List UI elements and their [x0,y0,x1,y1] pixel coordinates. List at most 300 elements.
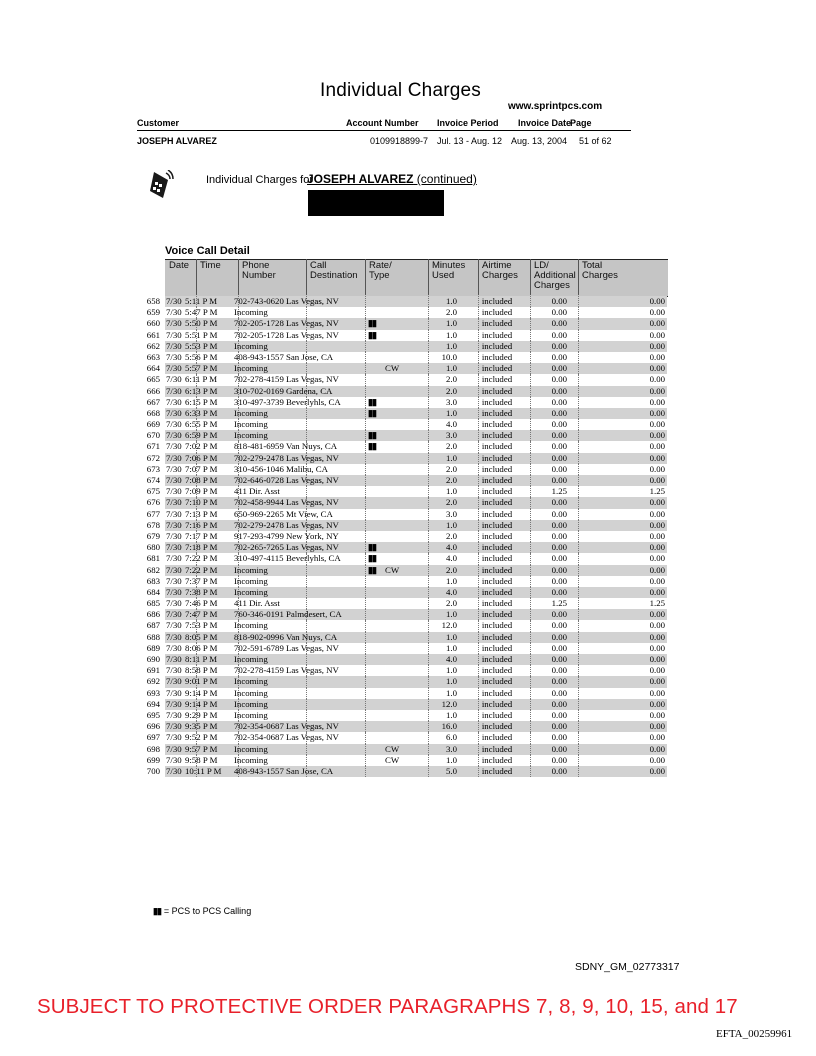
row-minutes-used: 2.0 [446,564,457,575]
page-title: Individual Charges [320,80,481,101]
row-call-destination: Las Vegas, NV [286,475,339,485]
row-phone-number: 411 Dir. Asst [234,598,280,609]
row-separator [365,755,366,766]
row-date: 7/30 [166,508,182,519]
row-airtime-charges: included [481,374,513,385]
row-minutes-used: 16.0 [441,721,457,732]
row-ld-charges: 0.00 [551,732,567,743]
row-phone-number: 702-278-4159 [234,374,284,385]
row-minutes-used: 1.0 [446,407,457,418]
row-number: 690 [146,654,160,664]
row-date: 7/30 [166,340,182,351]
row-total-charges: 1.25 [649,598,665,609]
row-separator [365,576,366,587]
row-date: 7/30 [166,698,182,709]
row-ld-charges: 0.00 [551,530,567,541]
row-time: 7:16 P M [185,519,218,530]
row-date: 7/30 [166,620,182,631]
row-airtime-charges: included [481,296,513,306]
row-call-destination: Las Vegas, NV [286,732,339,743]
row-phone-number: 702-743-0620 [234,296,284,306]
row-phone-number: 411 Dir. Asst [234,486,280,497]
row-date: 7/30 [166,463,182,474]
row-separator [365,609,366,620]
row-rate-type: CW [385,564,400,575]
row-rate-type: CW [385,363,400,374]
row-ld-charges: 0.00 [551,665,567,676]
row-separator [306,699,307,710]
row-separator [365,710,366,721]
row-airtime-charges: included [481,363,513,374]
row-total-charges: 0.00 [649,351,665,362]
row-separator [365,520,366,531]
row-airtime-charges: included [481,441,513,452]
row-separator [306,587,307,598]
row-separator [365,341,366,352]
row-separator [306,363,307,374]
row-phone-number: Incoming [234,586,268,597]
row-total-charges: 1.25 [649,486,665,497]
row-minutes-used: 2.0 [446,598,457,609]
row-number: 661 [146,329,160,340]
page-label: Page [570,118,592,128]
row-number: 663 [146,351,160,362]
protective-order-notice: SUBJECT TO PROTECTIVE ORDER PARAGRAPHS 7, 8, 9, 10, 15, and 17 [37,995,738,1018]
row-number: 666 [146,385,160,396]
row-airtime-charges: included [481,765,513,776]
pcs-to-pcs-icon: ▮▮ [153,906,161,916]
row-time: 5:51 P M [185,329,218,340]
row-date: 7/30 [166,530,182,541]
col-rate-type: Rate/ Type [369,260,392,281]
row-separator [365,386,366,397]
row-call-destination: San Jose, CA [286,351,334,362]
row-number: 689 [146,642,160,653]
row-number: 668 [146,407,160,418]
row-phone-number: 702-646-0728 [234,475,284,485]
row-total-charges: 0.00 [649,631,665,642]
row-time: 7:02 P M [185,441,218,452]
col-call-destination: Call Destination [310,260,358,281]
row-separator [306,755,307,766]
row-time: 7:13 P M [185,508,218,519]
row-number: 686 [146,609,160,620]
row-separator [365,486,366,497]
row-separator [306,710,307,721]
row-date: 7/30 [166,407,182,418]
row-separator [365,699,366,710]
row-ld-charges: 0.00 [551,687,567,698]
row-number: 665 [146,374,160,385]
row-number: 698 [146,743,160,754]
row-phone-number: 702-279-2478 [234,452,284,463]
row-separator [365,296,366,307]
row-separator [365,363,366,374]
row-ld-charges: 0.00 [551,318,567,329]
row-minutes-used: 12.0 [441,698,457,709]
col-time: Time [200,260,221,271]
row-airtime-charges: included [481,475,513,485]
row-time: 9:57 P M [185,743,218,754]
row-time: 6:11 P M [185,374,218,385]
row-total-charges: 0.00 [649,754,665,765]
row-date: 7/30 [166,665,182,676]
row-airtime-charges: included [481,609,513,620]
row-call-destination: Las Vegas, NV [286,452,339,463]
row-separator [365,441,366,452]
row-rate-type: CW [385,754,400,765]
row-time: 7:10 P M [185,497,218,508]
row-time: 5:56 P M [185,351,218,362]
row-time: 7:47 P M [185,609,218,620]
row-ld-charges: 0.00 [551,385,567,396]
efta-number: EFTA_00259961 [716,1028,793,1040]
row-number: 659 [146,307,160,318]
row-ld-charges: 0.00 [551,709,567,720]
row-time: 8:11 P M [185,654,218,664]
row-date: 7/30 [166,497,182,508]
page-number: 51 of 62 [579,136,612,146]
row-date: 7/30 [166,452,182,463]
row-number: 700 [146,765,160,776]
row-airtime-charges: included [481,385,513,396]
row-time: 7:53 P M [185,620,218,631]
row-phone-number: Incoming [234,340,268,351]
row-separator [365,509,366,520]
row-date: 7/30 [166,598,182,609]
row-total-charges: 0.00 [649,676,665,687]
row-number: 693 [146,687,160,698]
row-phone-number: 310-497-4115 [234,553,284,564]
row-separator [365,766,366,777]
redaction-block [308,190,444,216]
row-date: 7/30 [166,732,182,743]
row-time: 7:08 P M [185,475,218,485]
row-time: 6:13 P M [185,385,218,396]
row-phone-number: Incoming [234,620,268,631]
row-airtime-charges: included [481,530,513,541]
row-number: 687 [146,620,160,631]
individual-charges-label: Individual Charges for [206,174,314,186]
row-total-charges: 0.00 [649,542,665,553]
row-ld-charges: 0.00 [551,463,567,474]
row-date: 7/30 [166,475,182,485]
row-phone-number: 760-346-0191 [234,609,284,620]
row-phone-number: Incoming [234,676,268,687]
row-phone-number: 702-354-0687 [234,732,284,743]
row-total-charges: 0.00 [649,508,665,519]
row-ld-charges: 0.00 [551,586,567,597]
row-number: 688 [146,631,160,642]
row-total-charges: 0.00 [649,307,665,318]
row-minutes-used: 1.0 [446,296,457,306]
row-total-charges: 0.00 [649,475,665,485]
row-separator [306,341,307,352]
row-ld-charges: 0.00 [551,765,567,776]
col-total-charges: Total Charges [582,260,618,281]
row-ld-charges: 0.00 [551,396,567,407]
row-phone-number: Incoming [234,687,268,698]
row-time: 5:50 P M [185,318,218,329]
row-ld-charges: 0.00 [551,575,567,586]
row-separator [306,565,307,576]
row-minutes-used: 4.0 [446,419,457,430]
row-airtime-charges: included [481,586,513,597]
row-phone-number: 310-497-3739 [234,396,284,407]
row-total-charges: 0.00 [649,396,665,407]
row-time: 8:58 P M [185,665,218,676]
row-airtime-charges: included [481,329,513,340]
row-call-destination: Las Vegas, NV [286,519,339,530]
row-number: 664 [146,363,160,374]
row-total-charges: 0.00 [649,407,665,418]
row-airtime-charges: included [481,542,513,553]
row-airtime-charges: included [481,743,513,754]
section-title: Voice Call Detail [165,245,250,257]
row-total-charges: 0.00 [649,519,665,530]
row-total-charges: 0.00 [649,452,665,463]
row-airtime-charges: included [481,497,513,508]
row-airtime-charges: included [481,598,513,609]
row-date: 7/30 [166,609,182,620]
row-separator [365,307,366,318]
row-minutes-used: 1.0 [446,329,457,340]
row-call-destination: Las Vegas, NV [286,329,339,340]
row-phone-number: Incoming [234,698,268,709]
row-airtime-charges: included [481,698,513,709]
row-separator [365,419,366,430]
row-total-charges: 0.00 [649,721,665,732]
row-airtime-charges: included [481,687,513,698]
row-separator [306,419,307,430]
row-date: 7/30 [166,709,182,720]
row-phone-number: Incoming [234,407,268,418]
phone-icon [148,170,174,200]
row-phone-number: Incoming [234,654,268,664]
row-time: 7:18 P M [185,542,218,553]
customer-label: Customer [137,118,180,128]
row-separator [365,330,366,341]
row-phone-number: 408-943-1557 [234,351,284,362]
row-total-charges: 0.00 [649,530,665,541]
row-airtime-charges: included [481,553,513,564]
row-separator [365,397,366,408]
row-minutes-used: 1.0 [446,318,457,329]
row-phone-number: 917-293-4799 [234,530,284,541]
row-ld-charges: 0.00 [551,609,567,620]
row-date: 7/30 [166,374,182,385]
header-divider [137,130,631,131]
row-phone-number: Incoming [234,307,268,318]
row-separator [306,408,307,419]
row-total-charges: 0.00 [649,620,665,631]
row-call-destination: Van Nuys, CA [286,631,338,642]
row-time: 7:37 P M [185,575,218,586]
period-label: Invoice Period [437,118,499,128]
row-number: 681 [146,553,160,564]
row-separator [365,497,366,508]
row-ld-charges: 0.00 [551,441,567,452]
row-minutes-used: 1.0 [446,452,457,463]
row-airtime-charges: included [481,665,513,676]
row-phone-number: Incoming [234,430,268,441]
row-separator [306,676,307,687]
row-time: 5:11 P M [185,296,218,306]
row-ld-charges: 0.00 [551,553,567,564]
row-separator [365,688,366,699]
row-number: 671 [146,441,160,452]
row-minutes-used: 1.0 [446,363,457,374]
row-total-charges: 0.00 [649,553,665,564]
row-total-charges: 0.00 [649,732,665,743]
row-phone-number: Incoming [234,419,268,430]
row-pcs-icon: ▮▮ [368,407,376,418]
row-date: 7/30 [166,575,182,586]
row-phone-number: 408-943-1557 [234,765,284,776]
row-separator [365,318,366,329]
row-total-charges: 0.00 [649,575,665,586]
row-phone-number: 702-279-2478 [234,519,284,530]
row-phone-number: Incoming [234,564,268,575]
row-date: 7/30 [166,765,182,776]
row-number: 696 [146,721,160,732]
row-separator [365,352,366,363]
row-total-charges: 0.00 [649,642,665,653]
row-date: 7/30 [166,296,182,306]
row-number: 699 [146,754,160,765]
col-phone-number: Phone Number [242,260,276,281]
row-airtime-charges: included [481,676,513,687]
customer-name: JOSEPH ALVAREZ [137,136,217,146]
row-separator [365,531,366,542]
col-ld-additional-charges: LD/ Additional Charges [534,260,576,291]
row-separator [365,632,366,643]
row-call-destination: Mt View, CA [286,508,333,519]
row-separator [306,620,307,631]
row-total-charges: 0.00 [649,709,665,720]
legend [153,906,251,917]
row-airtime-charges: included [481,351,513,362]
row-pcs-icon: ▮▮ [368,564,376,575]
row-separator [365,732,366,743]
row-date: 7/30 [166,564,182,575]
row-separator [365,587,366,598]
row-phone-number: 702-354-0687 [234,721,284,732]
row-number: 674 [146,475,160,485]
row-airtime-charges: included [481,307,513,318]
row-airtime-charges: included [481,519,513,530]
row-number: 676 [146,497,160,508]
row-call-destination: Las Vegas, NV [286,642,339,653]
row-time: 5:47 P M [185,307,218,318]
row-airtime-charges: included [481,631,513,642]
row-ld-charges: 0.00 [551,743,567,754]
row-minutes-used: 1.0 [446,754,457,765]
row-ld-charges: 0.00 [551,430,567,441]
row-phone-number: 702-265-7265 [234,542,284,553]
row-total-charges: 0.00 [649,363,665,374]
row-ld-charges: 0.00 [551,519,567,530]
row-phone-number: 310-702-0169 [234,385,284,396]
row-minutes-used: 4.0 [446,542,457,553]
row-call-destination: Las Vegas, NV [286,665,339,676]
row-call-destination: Las Vegas, NV [286,374,339,385]
row-pcs-icon: ▮▮ [368,441,376,452]
row-call-destination: Gardena, CA [286,385,333,396]
row-minutes-used: 1.0 [446,609,457,620]
row-separator [365,453,366,464]
row-ld-charges: 0.00 [551,419,567,430]
row-number: 669 [146,419,160,430]
row-airtime-charges: included [481,419,513,430]
row-phone-number: Incoming [234,754,268,765]
row-minutes-used: 2.0 [446,307,457,318]
row-minutes-used: 2.0 [446,497,457,508]
row-separator [365,620,366,631]
continued-text: (continued) [413,172,477,186]
row-call-destination: Malibu, CA [286,463,329,474]
row-pcs-icon: ▮▮ [368,396,376,407]
row-call-destination: Las Vegas, NV [286,721,339,732]
row-ld-charges: 0.00 [551,654,567,664]
row-phone-number: Incoming [234,575,268,586]
row-time: 6:55 P M [185,419,218,430]
row-airtime-charges: included [481,642,513,653]
row-total-charges: 0.00 [649,654,665,664]
row-date: 7/30 [166,307,182,318]
row-total-charges: 0.00 [649,340,665,351]
row-pcs-icon: ▮▮ [368,542,376,553]
row-airtime-charges: included [481,463,513,474]
row-separator [306,486,307,497]
row-ld-charges: 0.00 [551,296,567,306]
row-time: 7:22 P M [185,564,218,575]
row-phone-number: 702-205-1728 [234,318,284,329]
row-airtime-charges: included [481,486,513,497]
row-separator [365,721,366,732]
row-airtime-charges: included [481,396,513,407]
row-phone-number: 650-969-2265 [234,508,284,519]
row-separator [365,374,366,385]
row-ld-charges: 0.00 [551,721,567,732]
individual-charges-name [307,172,477,186]
row-ld-charges: 0.00 [551,642,567,653]
row-date: 7/30 [166,631,182,642]
row-minutes-used: 1.0 [446,486,457,497]
row-phone-number: 702-458-9944 [234,497,284,508]
row-ld-charges: 0.00 [551,542,567,553]
row-ld-charges: 0.00 [551,620,567,631]
row-call-destination: San Jose, CA [286,765,334,776]
row-number: 662 [146,340,160,351]
row-ld-charges: 0.00 [551,475,567,485]
row-time: 7:38 P M [185,586,218,597]
row-number: 683 [146,575,160,586]
row-number: 677 [146,508,160,519]
row-separator [365,475,366,486]
legend-text: = PCS to PCS Calling [163,906,252,916]
row-rate-type: CW [385,743,400,754]
row-minutes-used: 1.0 [446,665,457,676]
row-time: 7:06 P M [185,452,218,463]
row-total-charges: 0.00 [649,374,665,385]
row-total-charges: 0.00 [649,497,665,508]
row-airtime-charges: included [481,620,513,631]
row-separator [306,307,307,318]
row-number: 684 [146,586,160,597]
row-time: 7:09 P M [185,486,218,497]
row-total-charges: 0.00 [649,564,665,575]
